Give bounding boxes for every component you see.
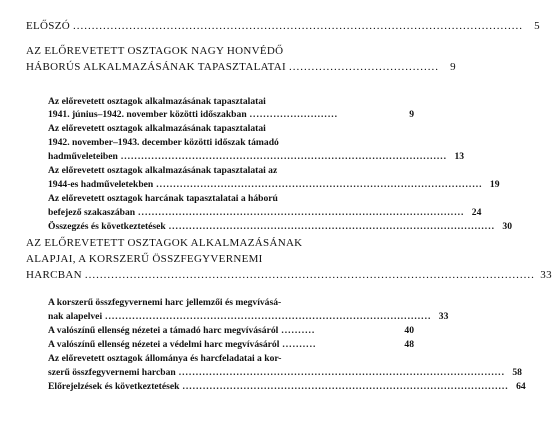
toc-entry: Az előrevetett osztagok alkalmazásának tapasztalatai <box>48 123 266 134</box>
toc-entry-page: 30 <box>502 221 512 232</box>
toc-section-2-title-line-1: AZ ELŐREVETETT OSZTAGOK ALKALMAZÁSÁNAK <box>26 237 303 249</box>
toc-entry: szerű összfegyvernemi harcban ................................................................................................ 58 <box>48 367 522 378</box>
toc-entry: A korszerű összfegyvernemi harc jellemzői és megvívásá- <box>48 297 282 308</box>
toc-entry-page: 64 <box>516 381 526 392</box>
toc-entry-page: 13 <box>454 151 465 162</box>
toc-entry: 1942. november–1943. december közötti időszak támadó <box>48 137 279 148</box>
toc-entry: Összegzés és következtetések ................................................................................................ 30 <box>48 221 512 232</box>
toc-entry-page: 9 <box>409 109 414 120</box>
toc-entry-page: 48 <box>404 339 414 350</box>
toc-entry: Az előrevetett osztagok alkalmazásának tapasztalatai az <box>48 165 278 176</box>
toc-preface-page: 5 <box>534 20 540 32</box>
toc-entry: Előrejelzések és következtetések ................................................................................................ 64 <box>48 381 526 392</box>
toc-entry-page: 24 <box>471 207 482 218</box>
toc-entry: 1941. június–1942. november közötti időszakban .......................... 9 <box>48 109 414 120</box>
toc-entry: A valószínű ellenség nézetei a támadó harc megvívásáról .......... 40 <box>48 325 414 336</box>
toc-entry: befejező szakaszában ................................................................................................ 24 <box>48 207 482 218</box>
toc-entry: nak alapelvei ................................................................................................ 33 <box>48 311 449 322</box>
toc-entry: Az előrevetett osztagok állománya és harcfeladatai a kor- <box>48 353 282 364</box>
toc-entry-page: 33 <box>438 311 449 322</box>
toc-entry: hadműveleteiben ................................................................................................ 13 <box>48 151 465 162</box>
toc-section-2-title-line-3: HARCBAN ........................................................................................................................ 33 <box>26 269 552 281</box>
toc-entry: Az előrevetett osztagok alkalmazásának tapasztalatai <box>48 96 266 107</box>
toc-section-1-title-line-1: AZ ELŐREVETETT OSZTAGOK NAGY HONVÉDŐ <box>26 45 284 57</box>
toc-section-1-title-line-2: HÁBORÚS ALKALMAZÁSÁNAK TAPASZTALATAI ........................................ 9 <box>26 61 456 73</box>
toc-section-2-title-line-2: ALAPJAI, A KORSZERŰ ÖSSZFEGYVERNEMI <box>26 253 263 265</box>
toc-entry: Az előrevetett osztagok harcának tapasztalatai a háború <box>48 193 278 204</box>
toc-preface: ELŐSZÓ ........................................................................................................................ 5 <box>26 20 540 32</box>
toc-entry: 1944-es hadműveletekben ................................................................................................ 19 <box>48 179 500 190</box>
toc-section-1-page: 9 <box>450 61 456 73</box>
toc-entry-page: 58 <box>512 367 522 378</box>
toc-entry: A valószínű ellenség nézetei a védelmi harc megvívásáról .......... 48 <box>48 339 414 350</box>
toc-entry-page: 40 <box>404 325 414 336</box>
toc-entry-page: 19 <box>489 179 500 190</box>
toc-section-2-page: 33 <box>540 269 552 281</box>
toc-preface-title: ELŐSZÓ <box>26 20 70 32</box>
